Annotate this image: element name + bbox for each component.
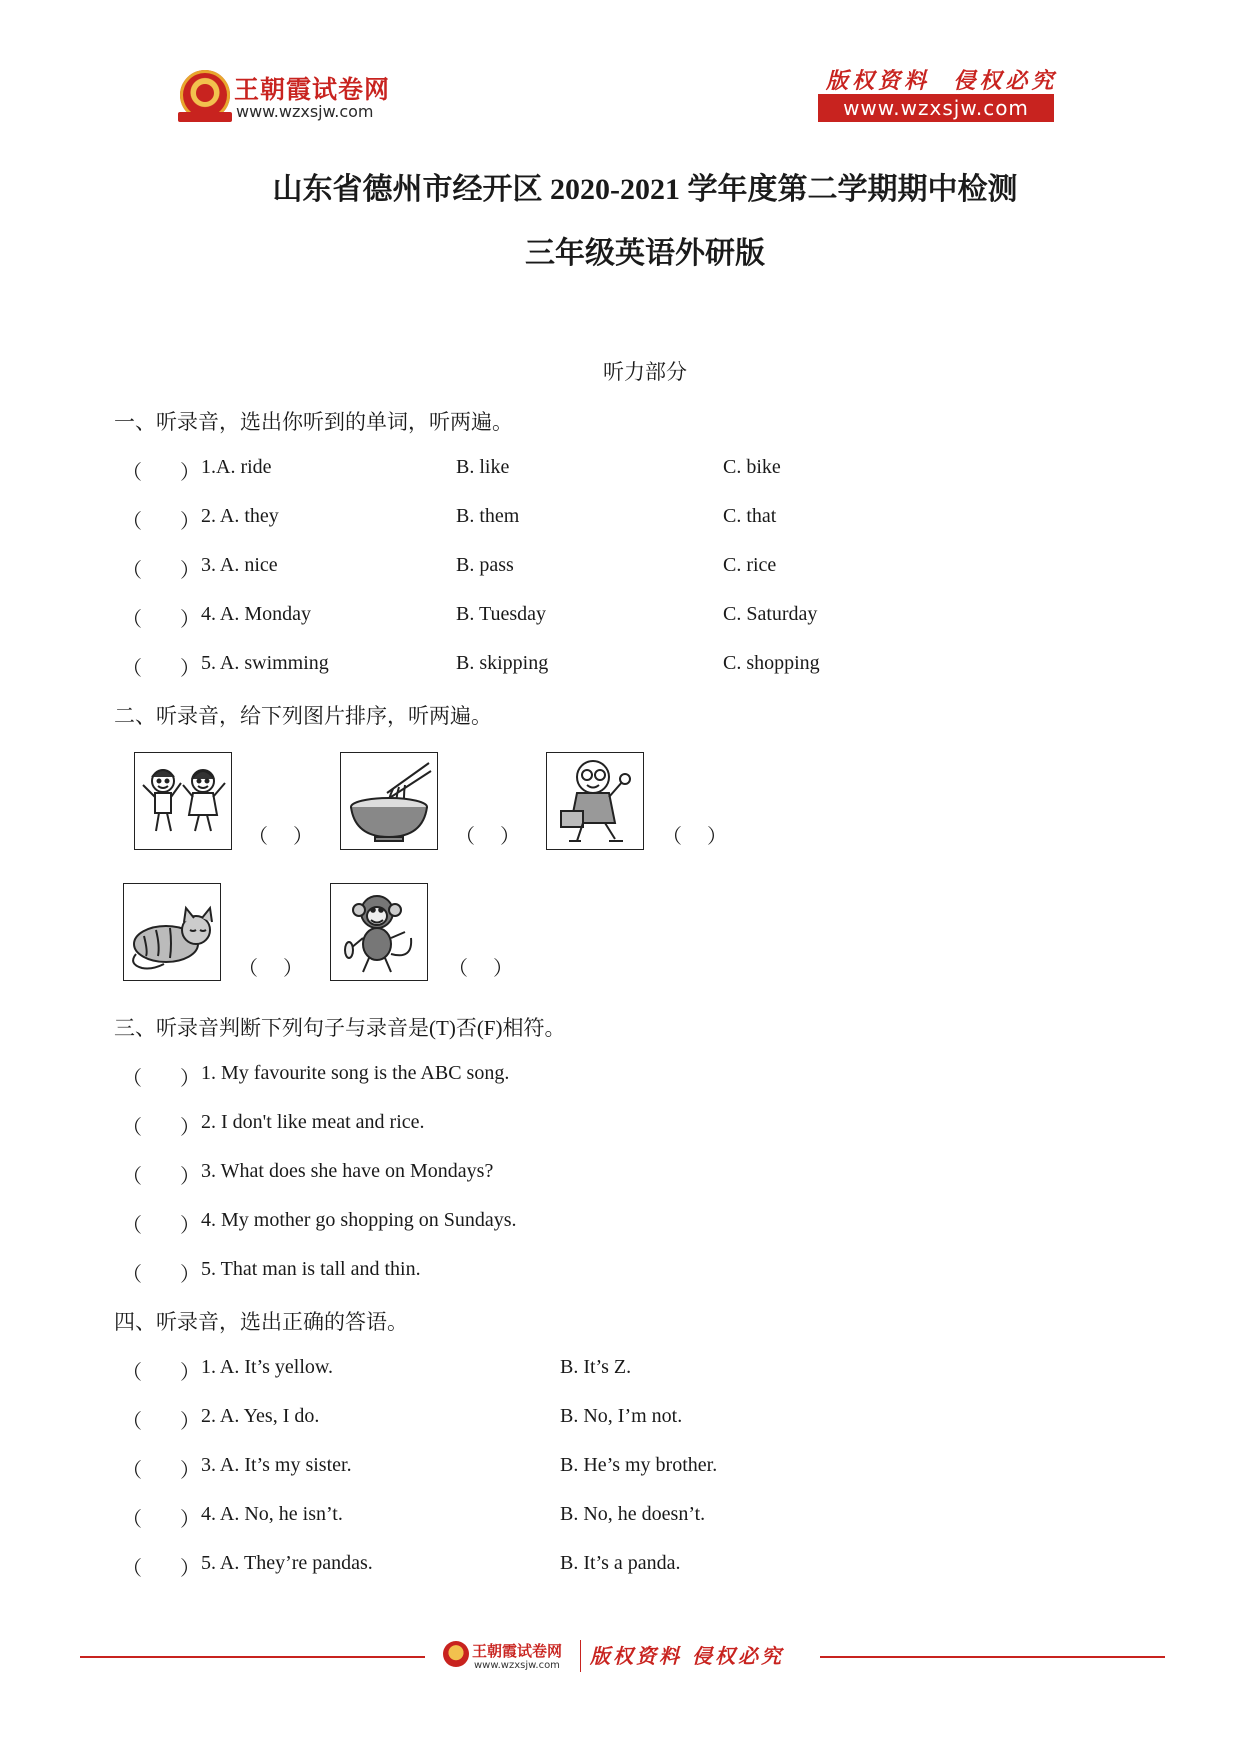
question-option-c: C. that [723, 505, 777, 527]
statement-text: 5. That man is tall and thin. [201, 1258, 421, 1280]
question-option-b: B. skipping [456, 652, 549, 674]
answer-blank-close: ） [180, 1166, 200, 1188]
answer-blank-open: （ [122, 1068, 142, 1090]
answer-blank-close: ） [180, 1264, 200, 1286]
answer-blank-close: ） [180, 511, 200, 533]
section3-heading: 三、听录音判断下列句子与录音是(T)否(F)相符。 [114, 1016, 566, 1040]
question-option-c: C. shopping [723, 652, 820, 674]
noodles-bowl-icon [341, 753, 437, 849]
cat-icon [124, 884, 220, 980]
logo-url: www.wzxsjw.com [236, 102, 374, 121]
picture-answer-blank-1: （ ） [248, 826, 313, 848]
monkey-icon [331, 884, 427, 980]
answer-blank-close: ） [180, 1068, 200, 1090]
question-option-b: B. them [456, 505, 520, 527]
answer-blank-open: （ [122, 560, 142, 582]
logo-ribbon [178, 112, 232, 122]
answer-blank-open: （ [122, 1166, 142, 1188]
answer-blank-open: （ [122, 1117, 142, 1139]
question-option-b: B. pass [456, 554, 514, 576]
footer-copyright: 版权资料 侵权必究 [590, 1644, 784, 1668]
picture-answer-blank-4: （ ） [238, 958, 303, 980]
reply-option-a: 5. A. They’re pandas. [201, 1552, 373, 1574]
question-option-a: 4. A. Monday [201, 603, 311, 625]
statement-text: 3. What does she have on Mondays? [201, 1160, 494, 1182]
answer-blank-open: （ [122, 1264, 142, 1286]
url-banner: www.wzxsjw.com [818, 94, 1054, 122]
question-option-a: 3. A. nice [201, 554, 278, 576]
footer-rule-left [80, 1656, 425, 1658]
question-option-c: C. Saturday [723, 603, 818, 625]
footer-rule-right [820, 1656, 1165, 1658]
picture-old-man [546, 752, 644, 850]
footer-divider [580, 1640, 581, 1672]
answer-blank-close: ） [180, 1362, 200, 1384]
footer-logo-url: www.wzxsjw.com [474, 1660, 560, 1671]
picture-cat [123, 883, 221, 981]
reply-option-b: B. It’s Z. [560, 1356, 632, 1378]
answer-blank-open: （ [122, 609, 142, 631]
reply-option-b: B. He’s my brother. [560, 1454, 718, 1476]
answer-blank-open: （ [122, 1558, 142, 1580]
part-title: 听力部分 [603, 360, 687, 384]
question-option-b: B. like [456, 456, 510, 478]
statement-text: 4. My mother go shopping on Sundays. [201, 1209, 517, 1231]
section4-heading: 四、听录音，选出正确的答语。 [114, 1310, 408, 1334]
statement-text: 2. I don't like meat and rice. [201, 1111, 425, 1133]
answer-blank-open: （ [122, 1215, 142, 1237]
section2-heading: 二、听录音，给下列图片排序，听两遍。 [114, 704, 492, 728]
footer-logo-icon [443, 1641, 469, 1667]
reply-option-a: 3. A. It’s my sister. [201, 1454, 352, 1476]
answer-blank-close: ） [180, 1411, 200, 1433]
picture-two-children [134, 752, 232, 850]
answer-blank-open: （ [122, 658, 142, 680]
two-children-icon [135, 753, 231, 849]
answer-blank-open: （ [122, 1362, 142, 1384]
answer-blank-close: ） [180, 609, 200, 631]
old-man-briefcase-icon [547, 753, 643, 849]
reply-option-a: 2. A. Yes, I do. [201, 1405, 320, 1427]
reply-option-a: 4. A. No, he isn’t. [201, 1503, 343, 1525]
reply-option-b: B. No, he doesn’t. [560, 1503, 706, 1525]
answer-blank-close: ） [180, 1117, 200, 1139]
copyright-notice: 版权资料 侵权必究 [826, 68, 1058, 94]
answer-blank-open: （ [122, 462, 142, 484]
reply-option-b: B. No, I’m not. [560, 1405, 683, 1427]
answer-blank-close: ） [180, 1215, 200, 1237]
footer-logo-title: 王朝霞试卷网 [472, 1642, 563, 1660]
answer-blank-close: ） [180, 560, 200, 582]
answer-blank-close: ） [180, 1558, 200, 1580]
answer-blank-close: ） [180, 1460, 200, 1482]
picture-answer-blank-2: （ ） [455, 826, 520, 848]
picture-noodles [340, 752, 438, 850]
picture-answer-blank-3: （ ） [662, 826, 727, 848]
section1-heading: 一、听录音，选出你听到的单词，听两遍。 [114, 410, 513, 434]
question-option-a: 2. A. they [201, 505, 279, 527]
reply-option-a: 1. A. It’s yellow. [201, 1356, 334, 1378]
question-option-a: 5. A. swimming [201, 652, 329, 674]
answer-blank-open: （ [122, 1460, 142, 1482]
picture-answer-blank-5: （ ） [448, 958, 513, 980]
picture-monkey [330, 883, 428, 981]
answer-blank-close: ） [180, 658, 200, 680]
answer-blank-open: （ [122, 1411, 142, 1433]
question-option-b: B. Tuesday [456, 603, 547, 625]
question-option-c: C. rice [723, 554, 777, 576]
exam-subtitle: 三年级英语外研版 [525, 237, 765, 270]
statement-text: 1. My favourite song is the ABC song. [201, 1062, 510, 1084]
answer-blank-close: ） [180, 1509, 200, 1531]
answer-blank-close: ） [180, 462, 200, 484]
answer-blank-open: （ [122, 1509, 142, 1531]
reply-option-b: B. It’s a panda. [560, 1552, 681, 1574]
answer-blank-open: （ [122, 511, 142, 533]
exam-title: 山东省德州市经开区 2020-2021 学年度第二学期期中检测 [272, 173, 1018, 206]
question-option-a: 1.A. ride [201, 456, 272, 478]
logo-title: 王朝霞试卷网 [234, 75, 391, 104]
question-option-c: C. bike [723, 456, 781, 478]
